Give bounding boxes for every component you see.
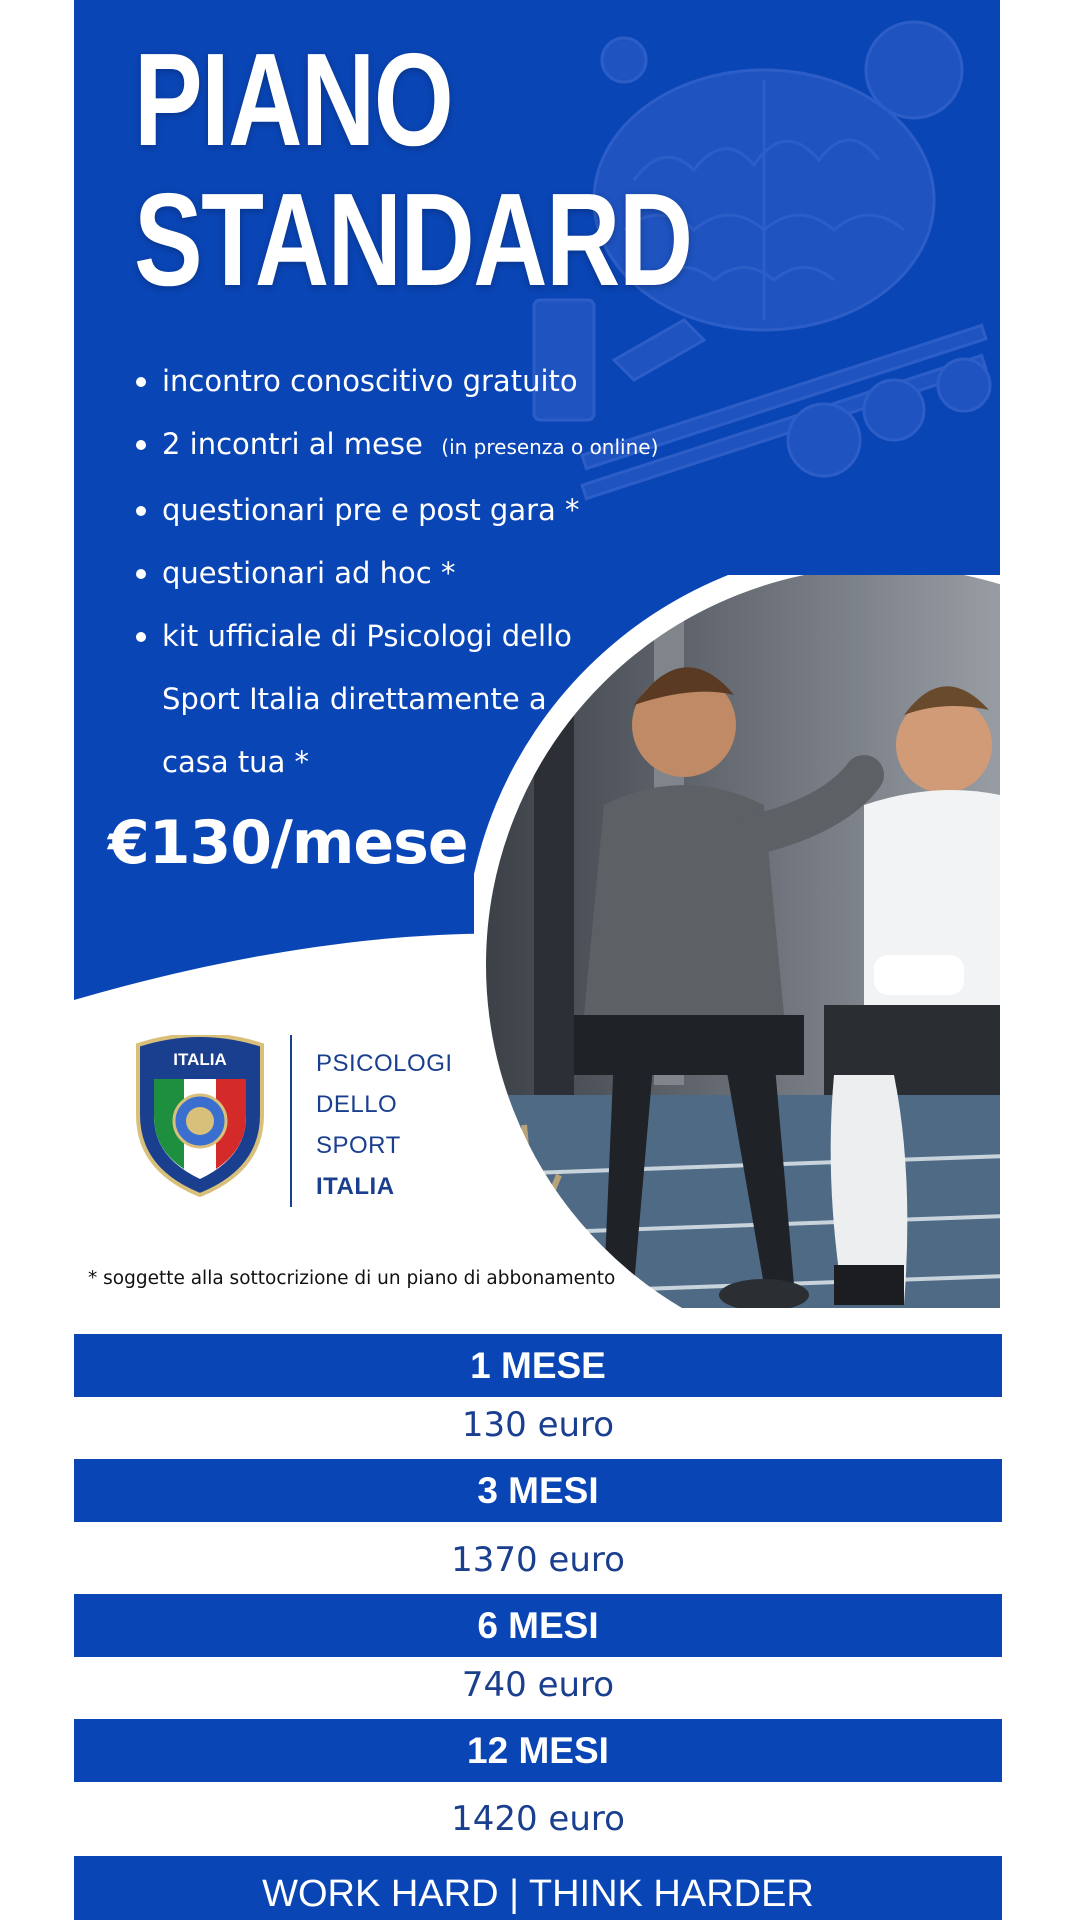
plan-price-6-months: 740 euro — [461, 1665, 615, 1705]
brand-logo — [130, 1035, 550, 1215]
footnote: * soggette alla sottocrizione di un piano di abbonamento — [88, 1268, 616, 1289]
brand-name: PSICOLOGI DELLO SPORT ITALIA — [316, 1050, 453, 1200]
feature-item: incontro conoscitivo gratuito — [132, 350, 692, 413]
feature-item: questionari ad hoc * — [132, 542, 692, 605]
plan-header-6-months: 6 MESI — [74, 1594, 1002, 1657]
feature-item-continuation: Sport Italia direttamente a — [162, 682, 547, 716]
coach-athlete-photo — [474, 575, 1000, 1308]
plan-poster — [74, 0, 1000, 1308]
plan-header-3-months: 3 MESI — [74, 1459, 1002, 1522]
feature-note: (in presenza o online) — [441, 435, 659, 459]
motto-banner: WORK HARD | THINK HARDER — [74, 1856, 1002, 1920]
logo-divider — [290, 1035, 292, 1207]
feature-item-continuation: casa tua * — [162, 745, 310, 779]
plan-price-12-months: 1420 euro — [451, 1799, 625, 1839]
feature-item: questionari pre e post gara * — [132, 479, 692, 542]
monthly-price: €130/mese — [108, 808, 468, 878]
plan-header-12-months: 12 MESI — [74, 1719, 1002, 1782]
feature-item: 2 incontri al mese (in presenza o online) — [132, 413, 692, 479]
plan-price-1-month: 130 euro — [461, 1405, 615, 1445]
svg-text:ITALIA: ITALIA — [173, 1050, 227, 1069]
plan-header-1-month: 1 MESE — [74, 1334, 1002, 1397]
feature-item: kit ufficiale di Psicologi dello — [132, 605, 692, 668]
italia-shield-icon — [130, 1035, 270, 1197]
title-line-1: PIANO — [134, 26, 453, 173]
title-line-2: STANDARD — [134, 166, 692, 313]
page-title — [134, 26, 692, 313]
plan-price-3-months: 1370 euro — [451, 1540, 625, 1580]
